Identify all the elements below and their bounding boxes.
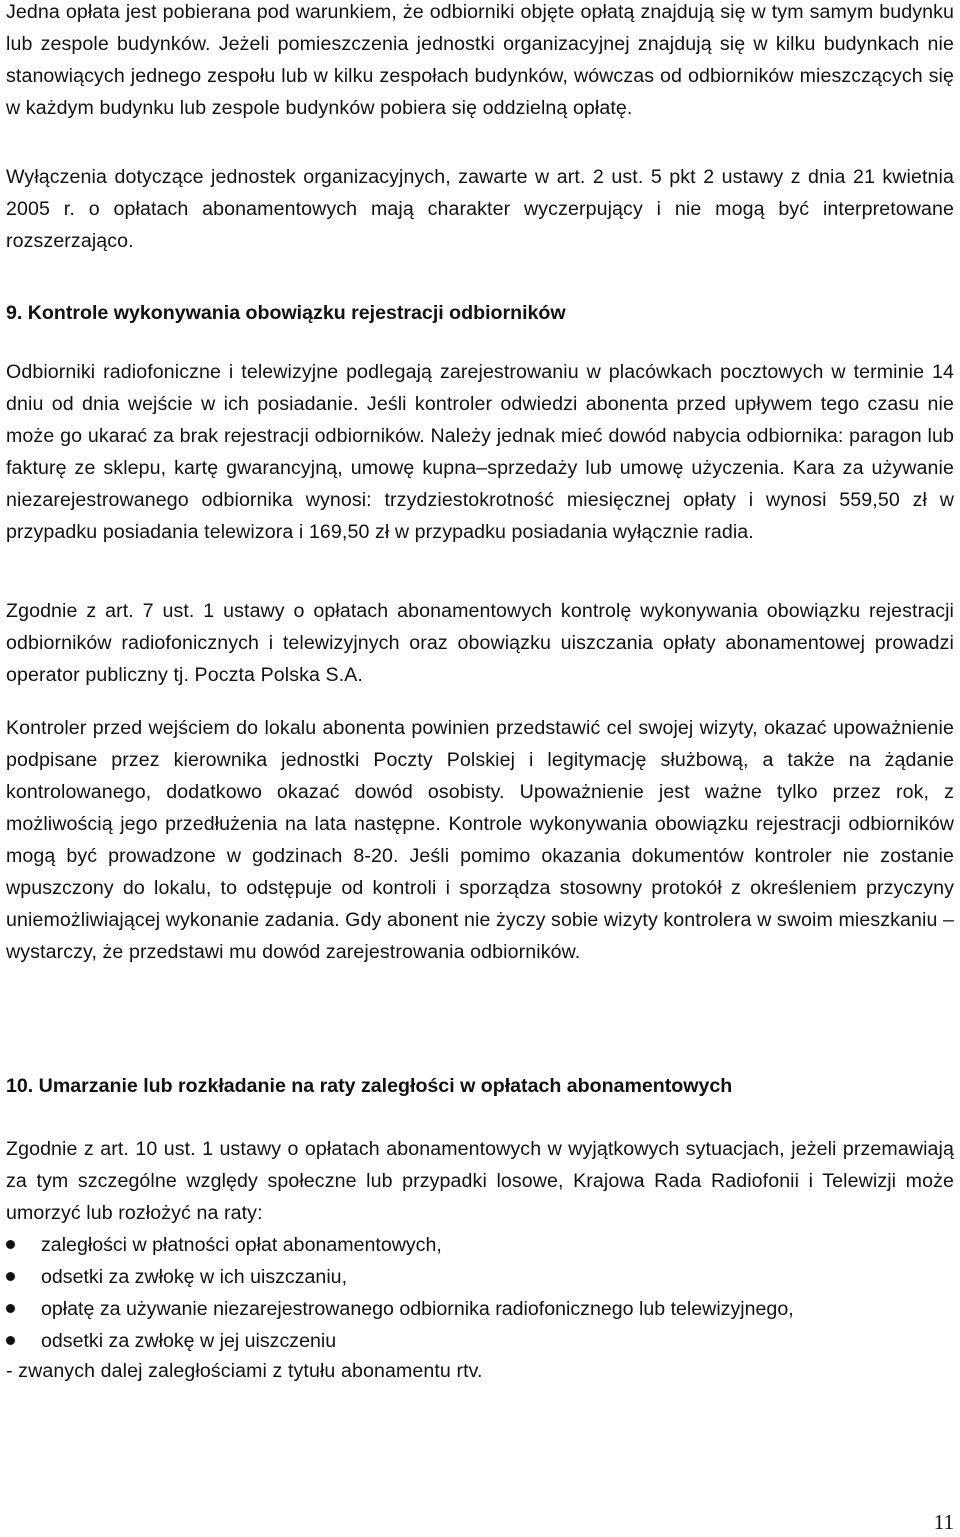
bullet-icon (6, 1240, 15, 1249)
arrears-list (6, 1229, 954, 1357)
list-item: odsetki za zwłokę w ich uiszczaniu, (6, 1261, 954, 1293)
bullet-icon (6, 1336, 15, 1345)
paragraph-arrears-definition: - zwanych dalej zaległościami z tytułu abonamentu rtv. (6, 1360, 483, 1382)
paragraph-write-off-basis: Zgodnie z art. 10 ust. 1 ustawy o opłatach abonamentowych w wyjątkowych sytuacjach, jeżeli przemawiają za tym szczególne względy społeczne lub przypadki losowe, Krajowa Rada Radiofonii i Telewizji może umorzyć lub rozłożyć na raty: (6, 1138, 954, 1224)
paragraph-registration-rules: Odbiorniki radiofoniczne i telewizyjne podlegają zarejestrowaniu w placówkach pocztowych w terminie 14 dniu od dnia wejście w ich posiadanie. Jeśli kontroler odwiedzi abonenta przed upływem tego czasu nie może go ukarać za brak rejestracji odbiorników. Należy jednak mieć dowód nabycia odbiornika: paragon lub fakturę ze sklepu, kartę gwarancyjną, umowę kupna–sprzedaży lub umowę użyczenia. Kara za używanie niezarejestrowanego odbiornika wynosi: trzydziestokrotność miesięcznej opłaty i wynosi 559,50 zł w przypadku posiadania telewizora i 169,50 zł w przypadku posiadania wyłącznie radia. (6, 361, 954, 543)
bullet-icon (6, 1272, 15, 1281)
paragraph-exclusions: Wyłączenia dotyczące jednostek organizacyjnych, zawarte w art. 2 ust. 5 pkt 2 ustawy z dnia 21 kwietnia 2005 r. o opłatach abonamentowych mają charakter wyczerpujący i nie mogą być interpretowane rozszerzająco. (6, 166, 954, 252)
section-heading-9: 9. Kontrole wykonywania obowiązku rejestracji odbiorników (6, 302, 566, 324)
bullet-icon (6, 1304, 15, 1313)
paragraph-controller-procedure: Kontroler przed wejściem do lokalu abonenta powinien przedstawić cel swojej wizyty, okazać upoważnienie podpisane przez kierownika jednostki Poczty Polskiej i legitymację służbową, a także na żądanie kontrolowanego, dodatkowo okazać dowód osobisty. Upoważnienie jest ważne tylko przez rok, z możliwością jego przedłużenia na lata następne. Kontrole wykonywania obowiązku rejestracji odbiorników mogą być prowadzone w godzinach 8-20. Jeśli pomimo okazania dokumentów kontroler nie zostanie wpuszczony do lokalu, to odstępuje od kontroli i sporządza stosowny protokół z określeniem przyczyny uniemożliwiającej wykonanie zadania. Gdy abonent nie życzy sobie wizyty kontrolera w swoim mieszkaniu – wystarczy, że przedstawi mu dowód zarejestrowania odbiorników. (6, 717, 954, 963)
paragraph-control-authority: Zgodnie z art. 7 ust. 1 ustawy o opłatach abonamentowych kontrolę wykonywania obowiązku rejestracji odbiorników radiofonicznych i telewizyjnych oraz obowiązku uiszczania opłaty abonamentowej prowadzi operator publiczny tj. Poczta Polska S.A. (6, 600, 954, 686)
paragraph-single-fee-condition: Jedna opłata jest pobierana pod warunkiem, że odbiorniki objęte opłatą znajdują się w tym samym budynku lub zespole budynków. Jeżeli pomieszczenia jednostki organizacyjnej znajdują się w kilku budynkach nie stanowiących jednego zespołu lub w kilku zespołach budynków, wówczas od odbiorników mieszczących się w każdym budynku lub zespole budynków pobiera się oddzielną opłatę. (6, 1, 954, 119)
section-heading-10: 10. Umarzanie lub rozkładanie na raty zaległości w opłatach abonamentowych (6, 1075, 733, 1097)
list-item: opłatę za używanie niezarejestrowanego odbiornika radiofonicznego lub telewizyjnego, (6, 1293, 954, 1325)
list-item: zaległości w płatności opłat abonamentowych, (6, 1229, 954, 1261)
page-number: 11 (933, 1510, 954, 1534)
list-item: odsetki za zwłokę w jej uiszczeniu (6, 1325, 954, 1357)
